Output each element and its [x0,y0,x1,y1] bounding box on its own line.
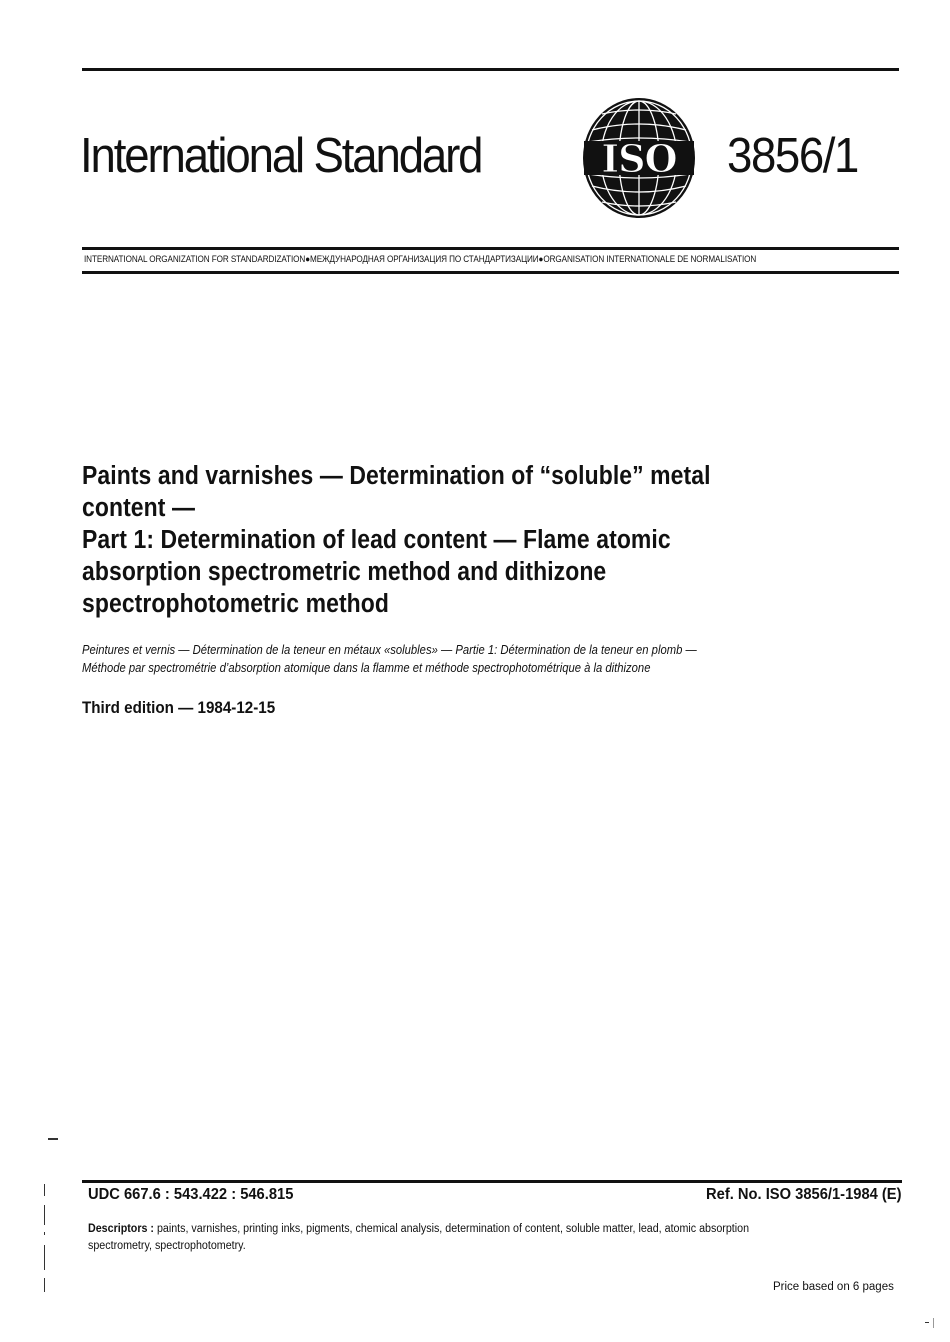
scan-speck [925,1322,929,1323]
title-line: spectrophotometric method [82,590,389,618]
french-title-line: Peintures et vernis — Détermination de la teneur en métaux «solubles» — Partie 1: Détermination de la teneur en plomb — [82,643,697,657]
standard-number: 3856/1 [727,129,859,183]
title-line: Paints and varnishes — Determination of “soluble” metal [82,462,711,490]
svg-text:ISO: ISO [601,136,677,181]
title-line: Part 1: Determination of lead content — Flame atomic [82,526,671,554]
french-title-line: Méthode par spectrométrie d’absorption atomique dans la flamme et méthode spectrophotométrique à la dithizone [82,661,651,675]
descriptors [88,1221,908,1255]
title-line: absorption spectrometric method and dithizone [82,558,607,586]
org-rule-bottom [82,271,899,274]
document-title [82,460,902,620]
scan-speck [48,1138,58,1140]
edition-date: Third edition — 1984-12-15 [82,699,276,717]
price-note: Price based on 6 pages [773,1281,894,1293]
descriptors-line: spectrometry, spectrophotometry. [88,1240,246,1252]
footer-rule [82,1180,902,1183]
scan-speck [44,1278,45,1292]
scan-speck [44,1205,45,1225]
organization-names: INTERNATIONAL ORGANIZATION FOR STANDARDIZATION●МЕЖДУНАРОДНАЯ ОРГАНИЗАЦИЯ ПО СТАНДАРТИЗАЦИИ●ORGANISATION INTERNATIONALE DE NORMALISATION [84,254,757,264]
top-rule [82,68,899,71]
iso-globe-logo-icon [580,96,698,220]
scan-speck [44,1184,45,1196]
document-type-title: International Standard [80,129,482,183]
org-rule-top [82,247,899,250]
title-line: content — [82,494,196,522]
french-title [82,641,912,677]
descriptors-line [88,1221,851,1238]
udc-classification: UDC 667.6 : 543.422 : 546.815 [88,1186,294,1203]
scan-speck [933,1318,934,1328]
scan-speck [44,1245,45,1270]
scan-speck [44,1232,45,1235]
reference-number: Ref. No. ISO 3856/1-1984 (E) [706,1186,902,1203]
descriptors-label: Descriptors : [88,1223,154,1235]
descriptors-text: paints, varnishes, printing inks, pigments, chemical analysis, determination of content, soluble matter, lead, atomic absorption [153,1223,750,1235]
